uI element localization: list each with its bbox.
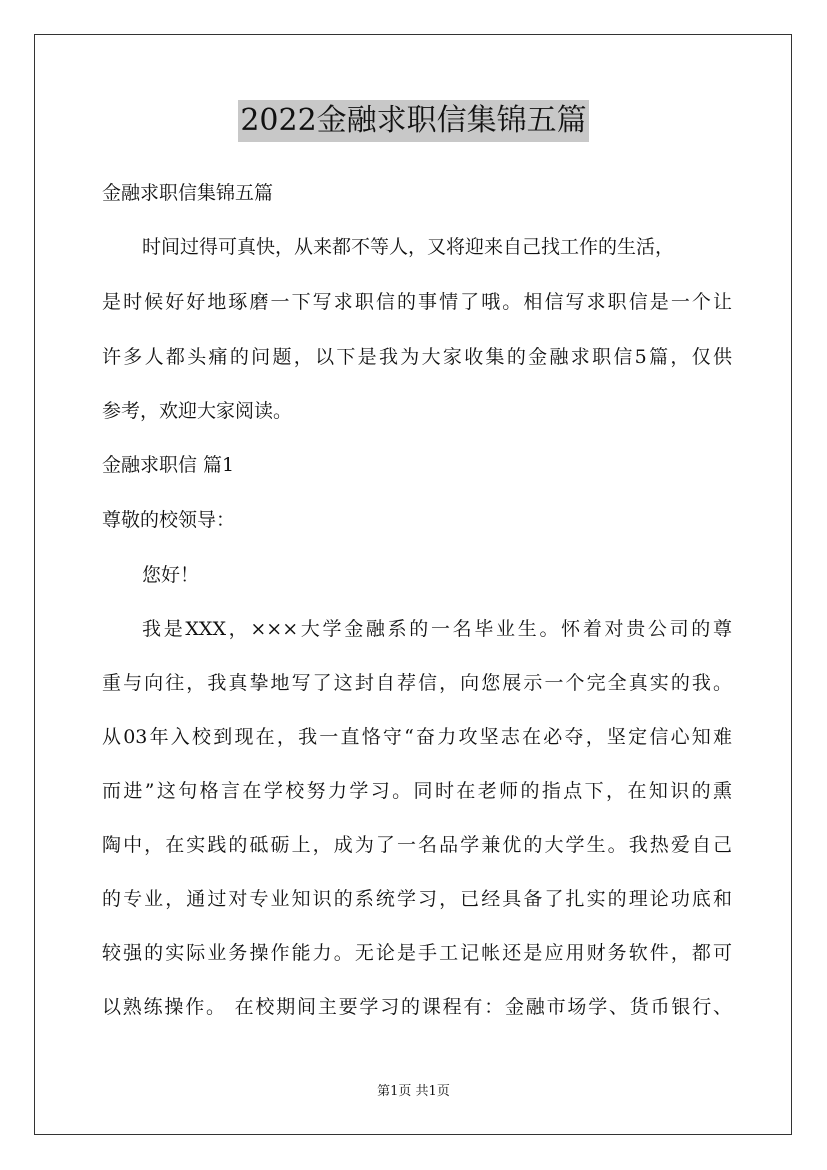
paragraph-line: 我是XXX，×××大学金融系的一名毕业生。怀着对贵公司的尊 xyxy=(142,618,732,640)
paragraph-line: 较强的实际业务操作能力。无论是手工记帐还是应用财务软件，都可 xyxy=(102,942,732,964)
paragraph-line: 重与向往，我真挚地写了这封自荐信，向您展示一个完全真实的我。 xyxy=(102,672,732,694)
greeting: 您好！ xyxy=(142,564,200,586)
paragraph-line: 许多人都头痛的问题，以下是我为大家收集的金融求职信5篇，仅供 xyxy=(102,346,732,368)
paragraph-line: 从03年入校到现在，我一直恪守“奋力攻坚志在必夺，坚定信心知难 xyxy=(102,726,732,748)
document-title: 2022金融求职信集锦五篇 xyxy=(238,100,588,142)
paragraph-line: 的专业，通过对专业知识的系统学习，已经具备了扎实的理论功底和 xyxy=(102,888,732,910)
paragraph-line: 以熟练操作。 在校期间主要学习的课程有：金融市场学、货币银行、 xyxy=(102,996,732,1018)
paragraph-line: 参考，欢迎大家阅读。 xyxy=(102,400,293,422)
page-footer: 第1页 共1页 xyxy=(377,1084,450,1099)
paragraph-line: 时间过得可真快，从来都不等人，又将迎来自己找工作的生活， xyxy=(142,236,675,258)
paragraph-line: 而进”这句格言在学校努力学习。同时在老师的指点下，在知识的熏 xyxy=(102,780,732,802)
title-wrap xyxy=(0,100,827,142)
section-heading: 金融求职信 篇1 xyxy=(102,454,235,476)
salutation: 尊敬的校领导： xyxy=(102,509,236,531)
paragraph-line: 是时候好好地琢磨一下写求职信的事情了哦。相信写求职信是一个让 xyxy=(102,291,732,313)
subtitle-line: 金融求职信集锦五篇 xyxy=(102,182,274,204)
paragraph-line: 陶中，在实践的砥砺上，成为了一名品学兼优的大学生。我热爱自己 xyxy=(102,834,732,856)
